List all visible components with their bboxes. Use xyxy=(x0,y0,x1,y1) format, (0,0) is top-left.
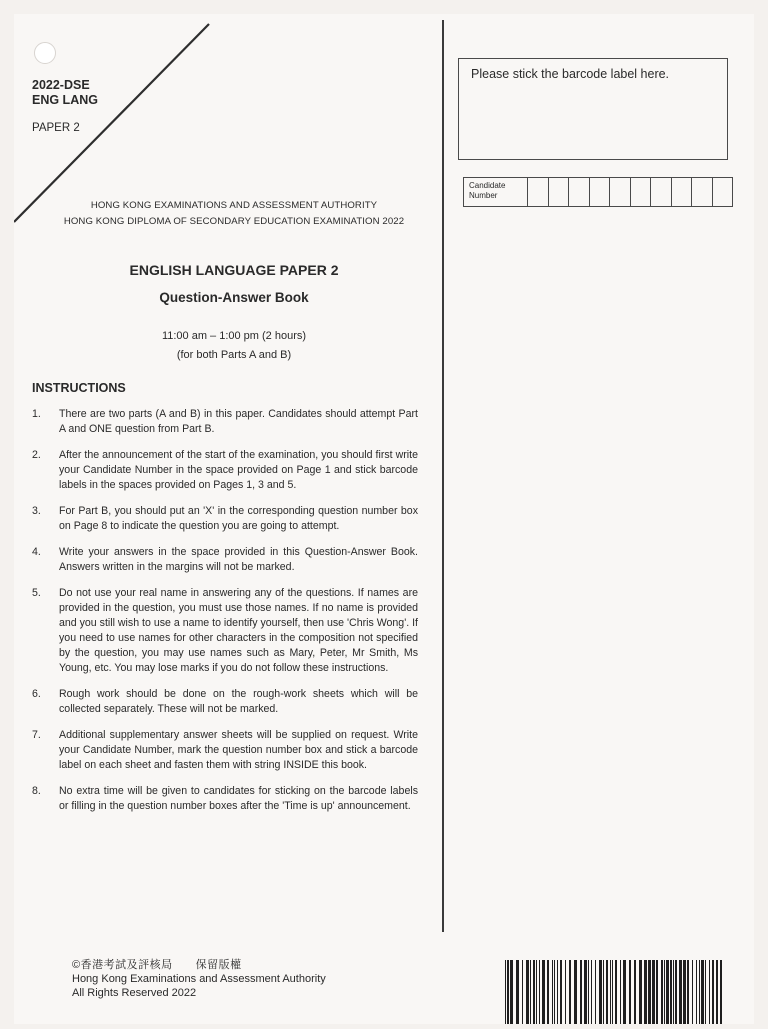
copyright-line-1: Hong Kong Examinations and Assessment Authority xyxy=(72,973,326,985)
barcode-bar xyxy=(533,960,535,1024)
barcode-bar xyxy=(666,960,669,1024)
candidate-digit-cell[interactable] xyxy=(528,178,549,206)
barcode-bar xyxy=(720,960,722,1024)
instruction-number: 2. xyxy=(32,449,41,461)
instruction-item xyxy=(32,545,418,575)
barcode-bar xyxy=(510,960,513,1024)
instruction-text: After the announcement of the start of the examination, you should first write your Candidate Number in the space provided on Page 1 and stick barcode labels in the spaces provided on Pages 1, 3 and 5. xyxy=(59,449,418,491)
barcode-bar xyxy=(610,960,611,1024)
barcode-bar xyxy=(516,960,519,1024)
barcode-bar xyxy=(661,960,663,1024)
candidate-label-line-2: Number xyxy=(469,191,498,200)
barcode-bar xyxy=(530,960,531,1024)
paper-code xyxy=(32,78,98,108)
instruction-number: 7. xyxy=(32,729,41,741)
instruction-number: 6. xyxy=(32,688,41,700)
barcode-bar xyxy=(683,960,686,1024)
barcode-bar xyxy=(526,960,529,1024)
instruction-number: 1. xyxy=(32,408,41,420)
barcode-bar xyxy=(606,960,608,1024)
instruction-item xyxy=(32,784,418,814)
barcode-bar xyxy=(705,960,706,1024)
instruction-text: Write your answers in the space provided in this Question-Answer Book. Answers written in the margins will not be marked. xyxy=(59,546,418,573)
barcode-bar xyxy=(552,960,553,1024)
barcode-bar xyxy=(554,960,555,1024)
barcode-bar xyxy=(656,960,658,1024)
instructions-list xyxy=(32,407,418,825)
barcode-bar xyxy=(584,960,587,1024)
barcode-bar xyxy=(560,960,562,1024)
barcode-bar xyxy=(603,960,604,1024)
barcode-bar xyxy=(547,960,549,1024)
candidate-digit-cell[interactable] xyxy=(672,178,693,206)
barcode-bar xyxy=(664,960,665,1024)
barcode-bar xyxy=(675,960,677,1024)
barcode-bar xyxy=(644,960,647,1024)
barcode-bar xyxy=(557,960,558,1024)
instruction-item xyxy=(32,728,418,773)
barcode-bar xyxy=(716,960,718,1024)
instruction-item xyxy=(32,407,418,437)
instruction-text: Additional supplementary answer sheets will be supplied on request. Write your Candidate Number, mark the question number box and stick a barcode label on each sheet and fasten them with string INSIDE this book. xyxy=(59,729,418,771)
barcode-bar xyxy=(612,960,613,1024)
paper-code-line-2: ENG LANG xyxy=(32,93,98,107)
instruction-number: 5. xyxy=(32,587,41,599)
candidate-number-cells xyxy=(528,178,732,206)
barcode-bar xyxy=(569,960,571,1024)
barcode-bar xyxy=(588,960,589,1024)
candidate-digit-cell[interactable] xyxy=(610,178,631,206)
exam-time: 11:00 am – 1:00 pm (2 hours) xyxy=(161,330,307,342)
paper-number: PAPER 2 xyxy=(32,122,80,134)
barcode-bar xyxy=(701,960,704,1024)
barcode-bar xyxy=(542,960,545,1024)
instruction-text: For Part B, you should put an 'X' in the corresponding question number box on Page 8 to indicate the question you are going to attempt. xyxy=(59,505,418,532)
instruction-item xyxy=(32,687,418,717)
barcode-bar xyxy=(652,960,655,1024)
candidate-digit-cell[interactable] xyxy=(569,178,590,206)
barcode-bar xyxy=(648,960,651,1024)
copyright-line-2: All Rights Reserved 2022 xyxy=(72,987,197,999)
barcode-bar xyxy=(692,960,693,1024)
barcode-bar xyxy=(679,960,682,1024)
barcode-bar xyxy=(522,960,523,1024)
barcode-bar xyxy=(673,960,674,1024)
barcode-bar xyxy=(699,960,700,1024)
candidate-label-line-1: Candidate xyxy=(469,181,506,190)
barcode-bar xyxy=(670,960,672,1024)
candidate-digit-cell[interactable] xyxy=(692,178,713,206)
exam-title: ENGLISH LANGUAGE PAPER 2 xyxy=(129,262,339,278)
barcode-bar xyxy=(539,960,540,1024)
instruction-number: 8. xyxy=(32,785,41,797)
barcode-bar xyxy=(639,960,642,1024)
barcode-bar xyxy=(580,960,582,1024)
candidate-digit-cell[interactable] xyxy=(631,178,652,206)
barcode-bar xyxy=(634,960,636,1024)
copyright-footer xyxy=(72,958,326,1000)
book-title: Question-Answer Book xyxy=(159,290,309,305)
barcode-bar xyxy=(623,960,626,1024)
paper-code-line-1: 2022-DSE xyxy=(32,78,90,92)
barcode-bar xyxy=(591,960,592,1024)
examination-name: HONG KONG DIPLOMA OF SECONDARY EDUCATION EXAMINATION 2022 xyxy=(63,216,405,227)
instructions-heading: INSTRUCTIONS xyxy=(32,381,126,395)
instruction-text: There are two parts (A and B) in this paper. Candidates should attempt Part A and ONE question from Part B. xyxy=(59,408,418,435)
barcode-bar xyxy=(536,960,537,1024)
barcode-bar xyxy=(595,960,596,1024)
barcode-bar xyxy=(505,960,506,1024)
barcode-bar xyxy=(615,960,617,1024)
candidate-digit-cell[interactable] xyxy=(590,178,611,206)
barcode-label-box xyxy=(458,58,728,160)
vertical-divider xyxy=(442,20,444,932)
candidate-number-box xyxy=(463,177,733,207)
instruction-item xyxy=(32,504,418,534)
authority-name: HONG KONG EXAMINATIONS AND ASSESSMENT AUTHORITY xyxy=(90,200,378,211)
parts-note: (for both Parts A and B) xyxy=(176,349,292,361)
barcode-image xyxy=(505,960,727,1029)
barcode-bar xyxy=(709,960,710,1024)
candidate-digit-cell[interactable] xyxy=(651,178,672,206)
corner-diagonal-line xyxy=(14,22,15,23)
instruction-text: Do not use your real name in answering any of the questions. If names are provided in the question, you must use those names. If no name is provided and you still wish to use a name to identify yourself, then use 'Chris Wong'. If you need to use names for other characters in the composition not specified by the question, you may use names such as Mary, Peter, Mr Smith, Ms Young, etc. You may lose marks if you do not follow these instructions. xyxy=(59,587,418,674)
barcode-bar xyxy=(507,960,509,1024)
candidate-digit-cell[interactable] xyxy=(713,178,733,206)
barcode-bar xyxy=(620,960,621,1024)
barcode-bar xyxy=(565,960,566,1024)
barcode-bar xyxy=(687,960,689,1024)
candidate-number-label xyxy=(464,178,528,206)
instruction-item xyxy=(32,448,418,493)
instruction-item xyxy=(32,586,418,676)
copyright-chinese: ©香港考試及評核局 保留版權 xyxy=(72,959,242,971)
barcode-bar xyxy=(696,960,697,1024)
instruction-number: 3. xyxy=(32,505,41,517)
instruction-text: No extra time will be given to candidates for sticking on the barcode labels or filling in the question number boxes after the 'Time is up' announcement. xyxy=(59,785,418,812)
instruction-number: 4. xyxy=(32,546,41,558)
barcode-bar xyxy=(574,960,577,1024)
candidate-digit-cell[interactable] xyxy=(549,178,570,206)
barcode-bar xyxy=(629,960,631,1024)
barcode-label-text: Please stick the barcode label here. xyxy=(471,67,670,81)
barcode-bar xyxy=(599,960,602,1024)
instruction-text: Rough work should be done on the rough-work sheets which will be collected separately. These will not be marked. xyxy=(59,688,418,715)
barcode-bar xyxy=(712,960,714,1024)
